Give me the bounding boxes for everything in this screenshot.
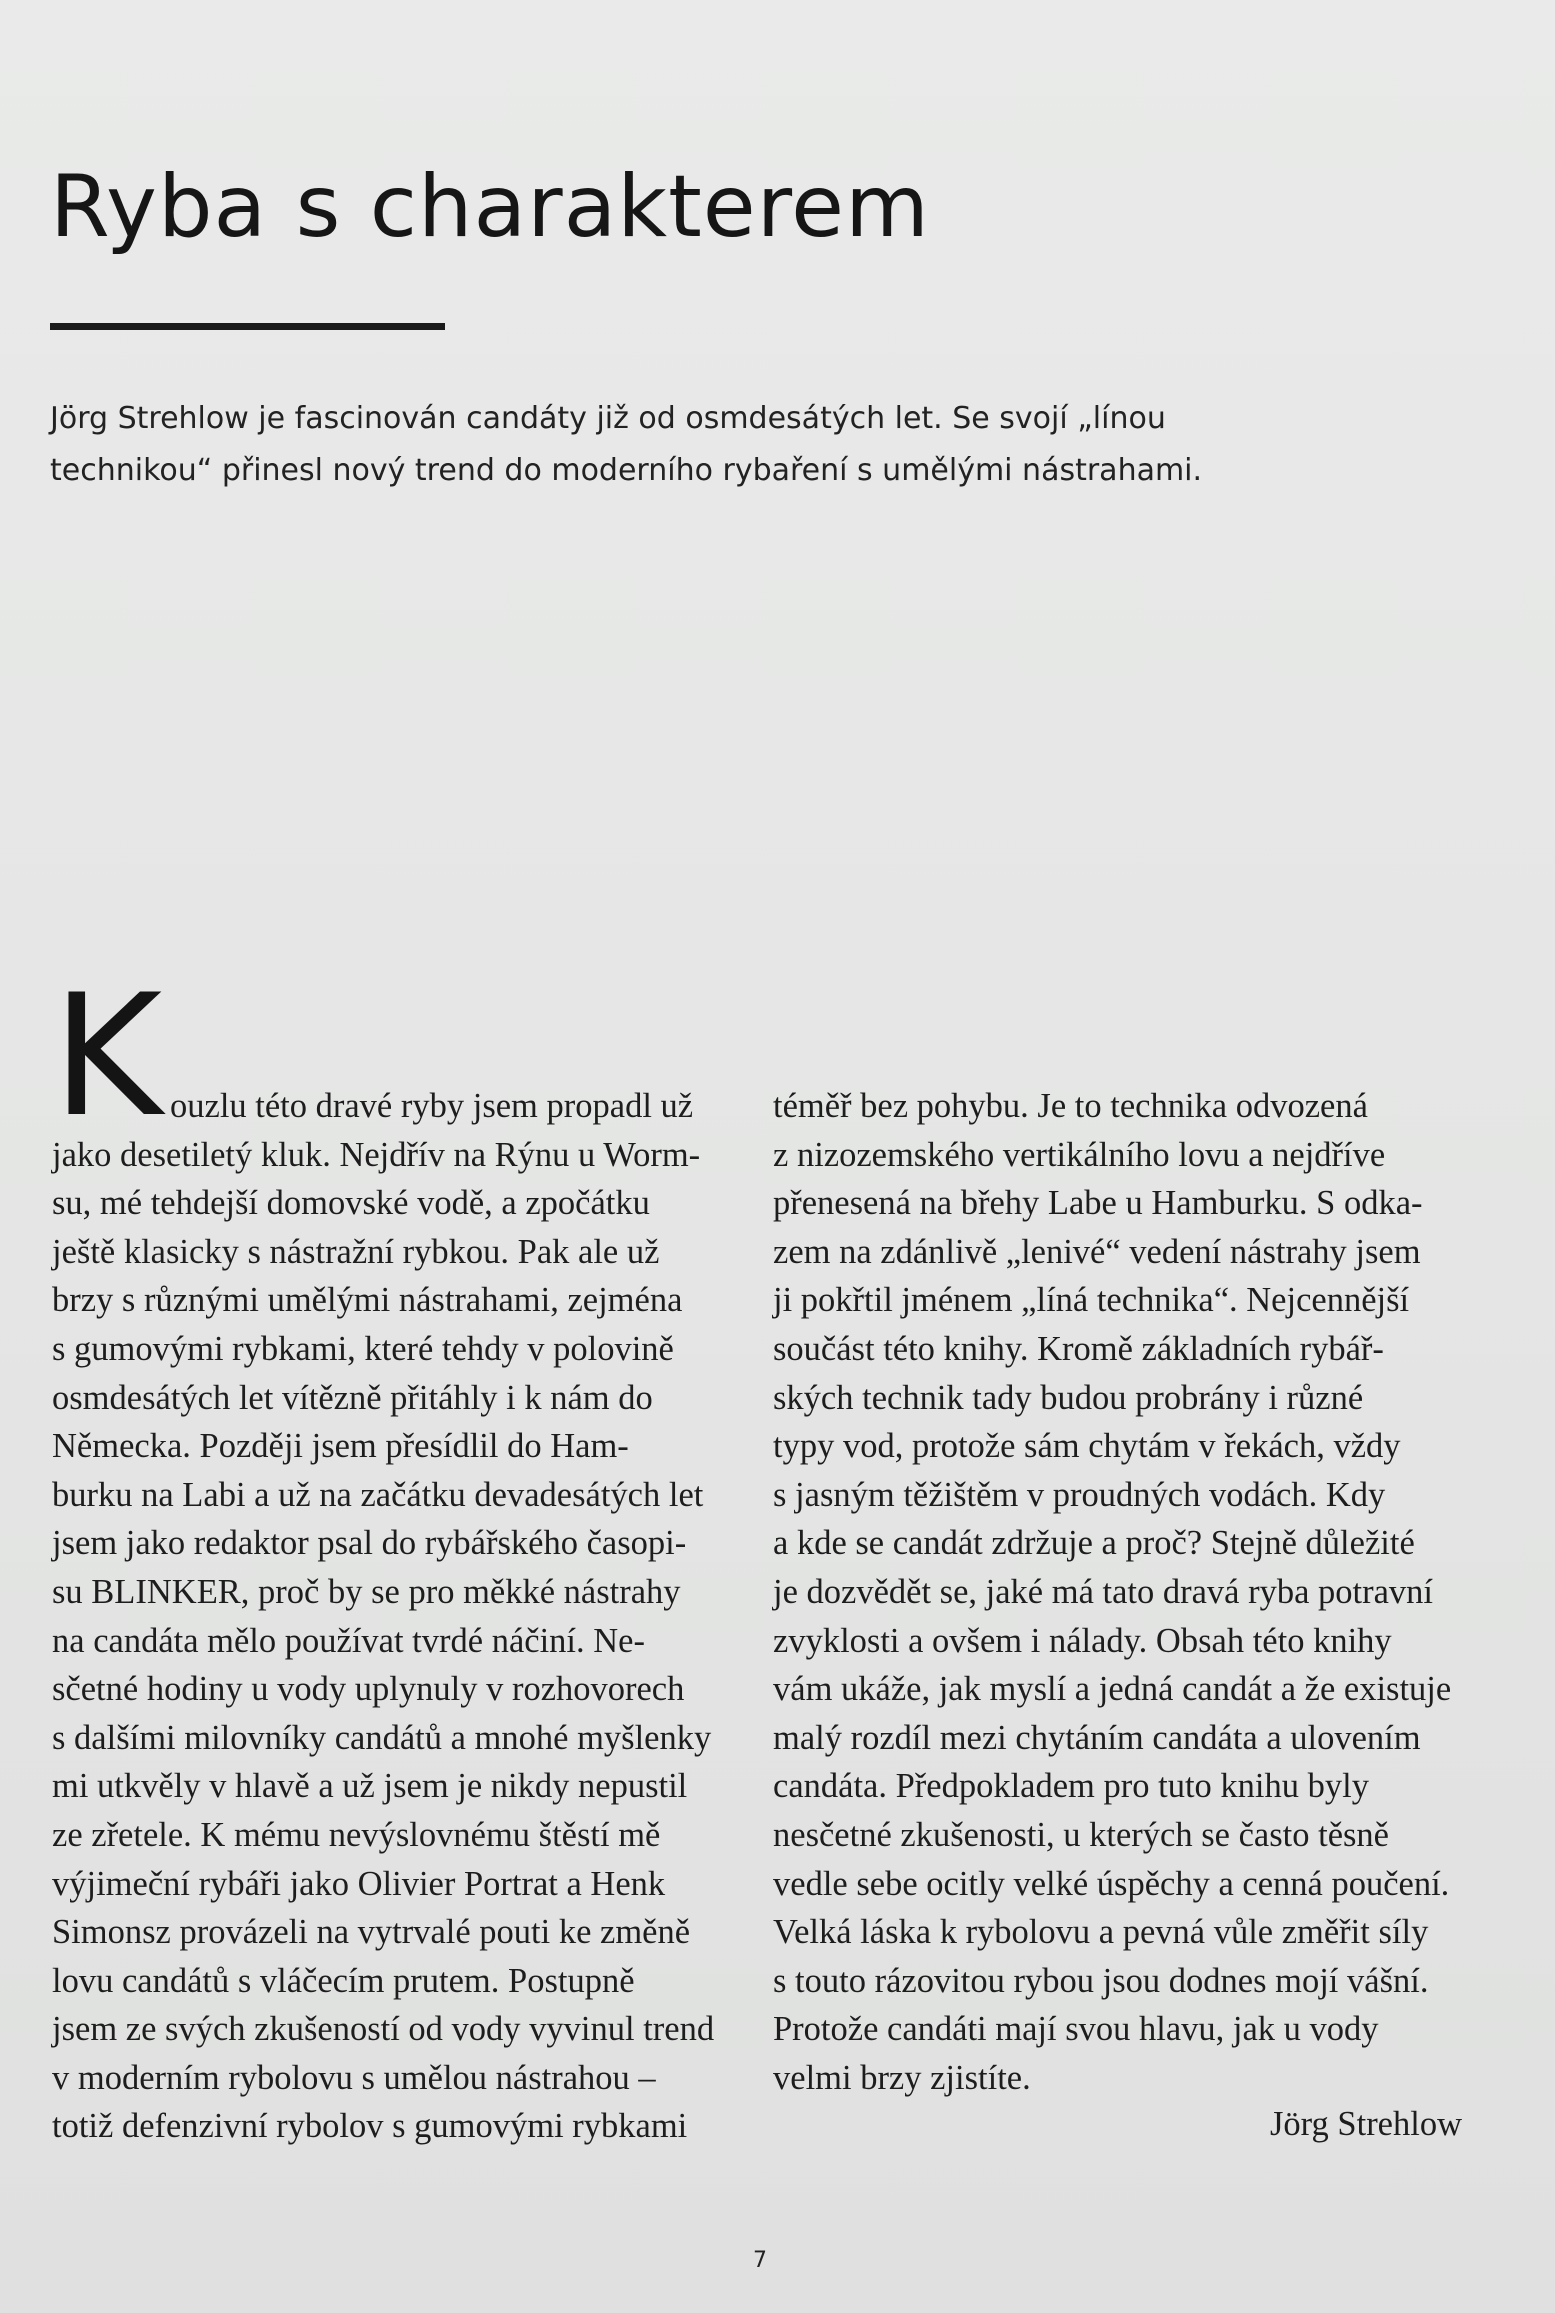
body-line: Protože candáti mají svou hlavu, jak u vody — [773, 2010, 1379, 2049]
body-line: jako desetiletý kluk. Nejdřív na Rýnu u Worm- — [52, 1135, 701, 1174]
drop-cap: K — [52, 958, 163, 1154]
body-line: na candáta mělo používat tvrdé náčiní. Ne- — [52, 1621, 645, 1660]
body-line: vám ukáže, jak myslí a jedná candát a že existuje — [773, 1670, 1452, 1709]
lead-paragraph — [50, 393, 1250, 497]
body-line: typy vod, protože sám chytám v řekách, vždy — [773, 1427, 1401, 1466]
body-line: jsem ze svých zkušeností od vody vyvinul trend — [52, 2010, 715, 2049]
body-column-right — [773, 1082, 1473, 2102]
body-line: candáta. Předpokladem pro tuto knihu byly — [773, 1767, 1369, 1806]
body-line: jsem jako redaktor psal do rybářského časopi- — [52, 1524, 687, 1563]
body-line: a kde se candát zdržuje a proč? Stejně důležité — [773, 1524, 1415, 1563]
body-line: velmi brzy zjistíte. — [773, 2058, 1031, 2097]
body-line: ze zřetele. K mému nevýslovnému štěstí mě — [52, 1815, 661, 1854]
body-line: Velká láska k rybolovu a pevná vůle změřit síly — [773, 1913, 1429, 1952]
body-line: je dozvědět se, jaké má tato dravá ryba potravní — [773, 1572, 1434, 1611]
body-line: přenesená na břehy Labe u Hamburku. S odka- — [773, 1184, 1423, 1223]
body-line: téměř bez pohybu. Je to technika odvozená — [773, 1087, 1368, 1125]
body-line: s jasným těžištěm v proudných vodách. Kdy — [773, 1475, 1386, 1514]
body-column-left — [52, 1082, 732, 2151]
body-line: su BLINKER, proč by se pro měkké nástrahy — [52, 1572, 681, 1611]
body-line: zvyklosti a ovšem i nálady. Obsah této knihy — [773, 1621, 1392, 1660]
body-line: burku na Labi a už na začátku devadesátých let — [52, 1475, 704, 1514]
body-line: totiž defenzivní rybolov s gumovými rybkami — [52, 2107, 688, 2146]
body-line: součást této knihy. Kromě základních rybář- — [773, 1329, 1384, 1368]
body-line: sčetné hodiny u vody uplynuly v rozhovorech — [52, 1670, 685, 1709]
body-line: zem na zdánlivě „lenivé“ vedení nástrahy jsem — [773, 1232, 1421, 1271]
lead-line: technikou“ přinesl nový trend do moderního rybaření s umělými nástrahami. — [50, 453, 1203, 488]
lead-line: Jörg Strehlow je fascinován candáty již od osmdesátých let. Se svojí „línou — [50, 401, 1166, 436]
body-line: Simonsz provázeli na vytrvalé pouti ke změně — [52, 1913, 691, 1952]
body-line: brzy s různými umělými nástrahami, zejména — [52, 1281, 683, 1320]
body-line: malý rozdíl mezi chytáním candáta a ulovením — [773, 1718, 1421, 1757]
body-line: s gumovými rybkami, které tehdy v polovině — [52, 1329, 674, 1368]
body-line: Německa. Později jsem přesídlil do Ham- — [52, 1427, 629, 1466]
body-line: výjimeční rybáři jako Olivier Portrat a Henk — [52, 1864, 666, 1903]
author-signature: Jörg Strehlow — [1270, 2105, 1462, 2143]
body-line: s dalšími milovníky candátů a mnohé myšlenky — [52, 1718, 712, 1757]
body-line: ji pokřtil jménem „líná technika“. Nejcennější — [773, 1281, 1410, 1320]
body-line: z nizozemského vertikálního lovu a nejdříve — [773, 1135, 1386, 1174]
body-line: ouzlu této dravé ryby jsem propadl už — [170, 1087, 694, 1125]
body-line: ještě klasicky s nástražní rybkou. Pak ale už — [52, 1232, 660, 1271]
body-line: lovu candátů s vláčecím prutem. Postupně — [52, 1961, 635, 2000]
body-line: s touto rázovitou rybou jsou dodnes mojí vášní. — [773, 1961, 1429, 2000]
body-line: ských technik tady budou probrány i různé — [773, 1378, 1364, 1417]
body-line: vedle sebe ocitly velké úspěchy a cenná poučení. — [773, 1864, 1450, 1903]
body-line: v moderním rybolovu s umělou nástrahou – — [52, 2058, 656, 2097]
body-line: su, mé tehdejší domovské vodě, a zpočátku — [52, 1184, 650, 1223]
body-line: osmdesátých let vítězně přitáhly i k nám do — [52, 1378, 653, 1417]
page-number: 7 — [753, 2248, 767, 2273]
title-underline — [50, 323, 445, 330]
page-title: Ryba s charakterem — [50, 157, 930, 257]
body-line: nesčetné zkušenosti, u kterých se často těsně — [773, 1815, 1389, 1854]
body-line: mi utkvěly v hlavě a už jsem je nikdy nepustil — [52, 1767, 688, 1806]
